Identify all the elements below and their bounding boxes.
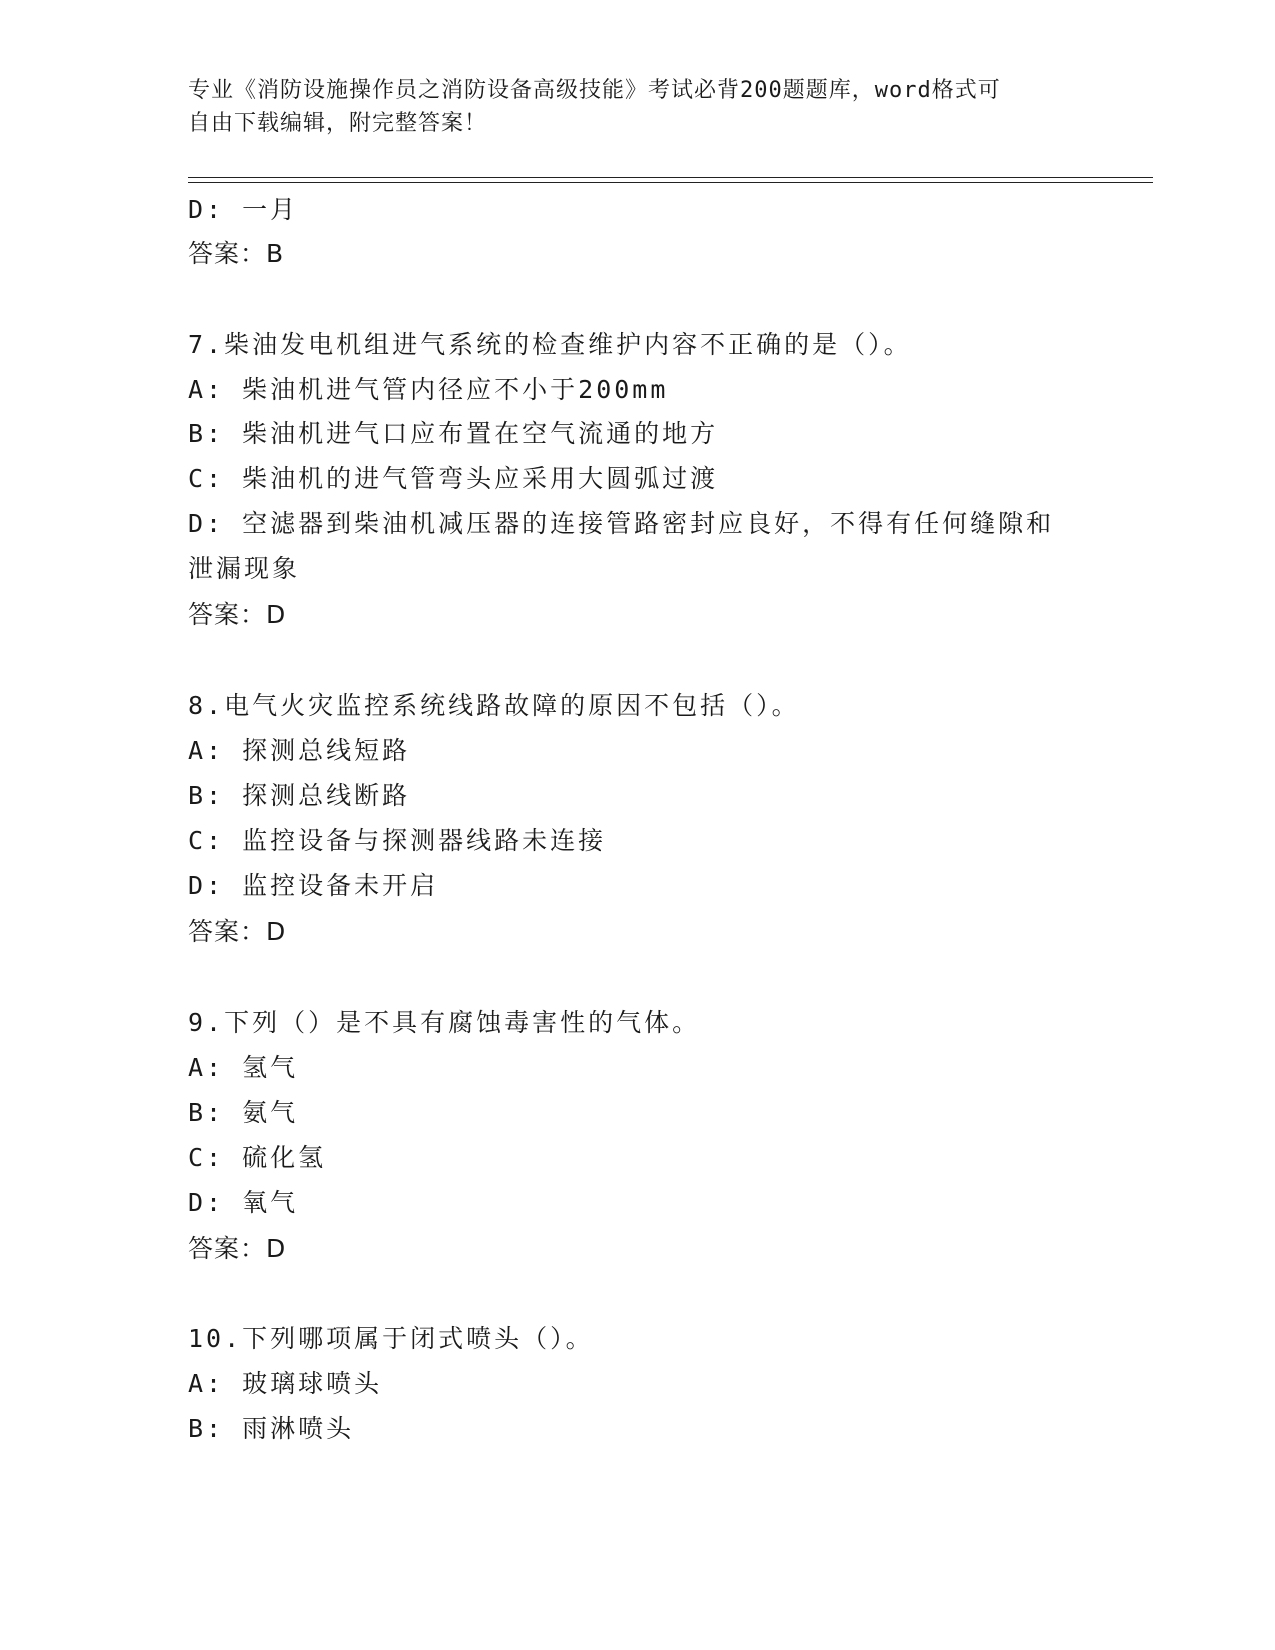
q7-answer: 答案：D	[188, 600, 287, 629]
prev-answer: 答案：B	[188, 239, 285, 268]
q7-option-b: B: 柴油机进气口应布置在空气流通的地方	[188, 419, 719, 448]
q8-option-b: B: 探测总线断路	[188, 781, 411, 810]
header-line-1: 专业《消防设施操作员之消防设备高级技能》考试必背200题题库，word格式可	[188, 78, 1001, 103]
q10-stem: 10.下列哪项属于闭式喷头（）。	[188, 1324, 594, 1353]
q8-option-d: D: 监控设备未开启	[188, 871, 439, 900]
q10-option-a: A: 玻璃球喷头	[188, 1369, 383, 1398]
q10-option-b: B: 雨淋喷头	[188, 1414, 355, 1443]
q9-stem: 9.下列（）是不具有腐蚀毒害性的气体。	[188, 1008, 701, 1037]
q9-answer: 答案：D	[188, 1234, 287, 1263]
q7-option-d-line2: 泄漏现象	[188, 554, 301, 583]
header-divider-top	[188, 177, 1153, 178]
header-divider-bottom	[188, 182, 1153, 183]
q9-option-b: B: 氨气	[188, 1098, 299, 1127]
q9-option-a: A: 氢气	[188, 1053, 299, 1082]
q8-answer: 答案：D	[188, 917, 287, 946]
q8-stem: 8.电气火灾监控系统线路故障的原因不包括（）。	[188, 691, 800, 720]
q9-option-d: D: 氧气	[188, 1188, 299, 1217]
document-header	[188, 74, 1068, 140]
q8-option-c: C: 监控设备与探测器线路未连接	[188, 826, 607, 855]
q9-option-c: C: 硫化氢	[188, 1143, 327, 1172]
q7-option-d-line1: D: 空滤器到柴油机减压器的连接管路密封应良好，不得有任何缝隙和	[188, 509, 1055, 538]
header-line-2: 自由下载编辑，附完整答案！	[188, 111, 488, 136]
q8-option-a: A: 探测总线短路	[188, 736, 411, 765]
q7-option-c: C: 柴油机的进气管弯头应采用大圆弧过渡	[188, 464, 719, 493]
q7-option-a: A: 柴油机进气管内径应不小于200mm	[188, 375, 669, 404]
q7-stem: 7.柴油发电机组进气系统的检查维护内容不正确的是（）。	[188, 330, 912, 359]
prev-option-d: D: 一月	[188, 195, 299, 224]
